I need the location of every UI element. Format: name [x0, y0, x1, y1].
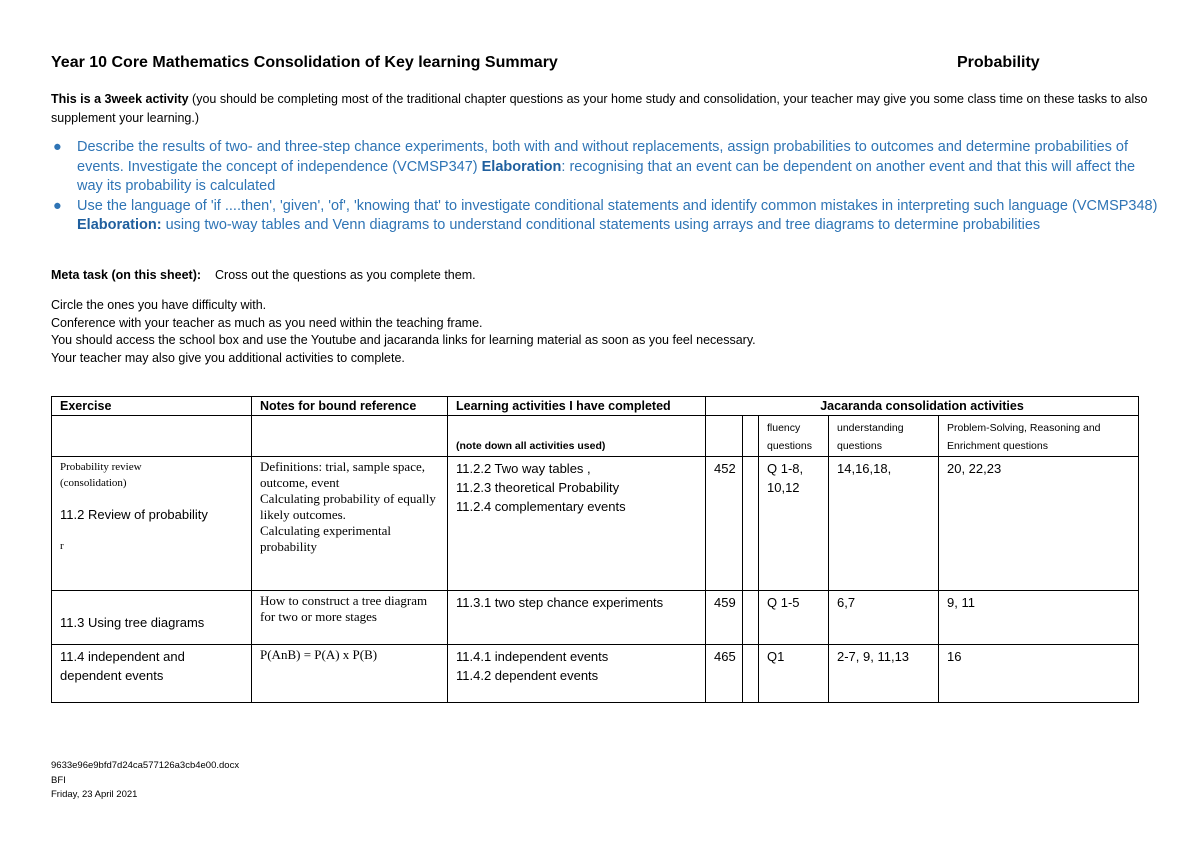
header-exercise: Exercise [52, 397, 252, 416]
table-row [52, 591, 1139, 645]
learning-cell: 11.3.1 two step chance experiments [448, 591, 706, 645]
exercise-title: 11.2 Review of probability [60, 507, 208, 522]
subheader-empty [252, 416, 448, 457]
instruction-line: Your teacher may also give you additional activities to complete. [51, 350, 405, 365]
problem-cell: 9, 11 [939, 591, 1139, 645]
header-jacaranda: Jacaranda consolidation activities [706, 397, 1139, 416]
document-footer [51, 759, 239, 803]
exercise-cell [52, 457, 252, 591]
subheader-learning-cell [448, 416, 706, 457]
problem-cell: 16 [939, 645, 1139, 703]
instruction-line: You should access the school box and use the Youtube and jacaranda links for learning material as soon as you feel necessary. [51, 333, 756, 347]
subheader-understanding-cell [829, 416, 939, 457]
fluency-header: fluency questions [767, 422, 812, 452]
instruction-line: Conference with your teacher as much as you need within the teaching frame. [51, 315, 483, 330]
activities-table [51, 396, 1139, 703]
notes-cell: How to construct a tree diagram for two or more stages [252, 591, 448, 645]
page-cell: 465 [706, 645, 743, 703]
learning-cell: 11.2.2 Two way tables , 11.2.3 theoretical Probability 11.2.4 complementary events [448, 457, 706, 591]
elaboration-text: : recognising that an event can be dependent on another event and that this will affect the way its probability is calculated [77, 158, 1136, 194]
header-notes: Notes for bound reference [252, 397, 448, 416]
exercise-pre-line: (consolidation) [60, 477, 127, 489]
topic-title: Probability [957, 54, 1040, 71]
elaboration-text: using two-way tables and Venn diagrams to understand conditional statements using arrays and tree diagrams to determine probabilities [161, 217, 1041, 233]
meta-label: Meta task (on this sheet): [51, 268, 202, 282]
subheader-fluency-cell [759, 416, 829, 457]
footer-date: Friday, 23 April 2021 [51, 789, 138, 800]
fluency-cell: Q 1-5 [759, 591, 829, 645]
intro-bold: This is a 3week activity [51, 92, 189, 106]
page-cell: 452 [706, 457, 743, 591]
meta-text: Cross out the questions as you complete them. [215, 268, 476, 282]
learning-cell: 11.4.1 independent events 11.4.2 dependent events [448, 645, 706, 703]
exercise-post-line: r [60, 540, 64, 552]
exercise-pre-line: Probability review [60, 461, 142, 473]
bullet-item-1 [51, 138, 1161, 197]
page-cell: 459 [706, 591, 743, 645]
bullet-dot-icon: ● [53, 139, 62, 155]
table-header-row [52, 397, 1139, 416]
notes-cell: Definitions: trial, sample space, outcome, event Calculating probability of equally likely outcomes. Calculating experimental probability [252, 457, 448, 591]
page-title: Year 10 Core Mathematics Consolidation of Key learning Summary [51, 54, 558, 71]
table-subheader-row [52, 416, 1139, 457]
elaboration-label: Elaboration: [77, 217, 162, 233]
instruction-line: Circle the ones you have difficulty with. [51, 298, 267, 312]
bullet-text: Use the language of 'if ....then', 'given', 'of', 'knowing that' to investigate conditional statements and identify common mistakes in interpreting such language (VCMSP348) [77, 197, 1158, 214]
intro-text: (you should be completing most of the traditional chapter questions as your home study and consolidation, your teacher may give you some class time on these tasks to also supplement your learning.) [51, 92, 1148, 125]
footer-filename: 9633e96e9bfd7d24ca577126a3cb4e00.docx [51, 760, 240, 771]
problem-cell: 20, 22,23 [939, 457, 1139, 591]
intro-paragraph [51, 90, 1156, 128]
header-learning: Learning activities I have completed [448, 397, 706, 416]
spacer-cell [743, 457, 759, 591]
bullet-text: Describe the results of two- and three-step chance experiments, both with and without replacements, assign probabilities to outcomes and determine probabilities of events. Investigate the concept of independence (VCMSP347) [77, 139, 1129, 175]
bullet-item-2 [51, 197, 1161, 236]
exercise-title: 11.3 Using tree diagrams [52, 591, 252, 645]
spacer-cell [743, 645, 759, 703]
meta-task [51, 268, 476, 282]
curriculum-bullets [51, 138, 1161, 236]
understanding-header: understanding questions [837, 422, 904, 452]
understanding-cell: 6,7 [829, 591, 939, 645]
subheader-problem-cell [939, 416, 1139, 457]
understanding-cell: 2-7, 9, 11,13 [829, 645, 939, 703]
problem-header: Problem-Solving, Reasoning and Enrichment questions [947, 422, 1101, 452]
table-row [52, 457, 1139, 591]
spacer-cell [743, 591, 759, 645]
title-row [51, 54, 1051, 72]
understanding-cell: 14,16,18, [829, 457, 939, 591]
subheader-empty [52, 416, 252, 457]
subheader-empty [706, 416, 743, 457]
fluency-cell: Q 1-8, 10,12 [759, 457, 829, 591]
fluency-cell: Q1 [759, 645, 829, 703]
footer-author: BFI [51, 774, 66, 786]
instruction-lines [51, 297, 756, 367]
notes-cell: P(AnB) = P(A) x P(B) [252, 645, 448, 703]
elaboration-label: Elaboration [481, 158, 562, 175]
subheader-empty [743, 416, 759, 457]
exercise-title: 11.4 independent and dependent events [52, 645, 252, 703]
bullet-dot-icon: ● [53, 197, 62, 214]
table-row [52, 645, 1139, 703]
learning-note: (note down all activities used) [456, 440, 606, 452]
